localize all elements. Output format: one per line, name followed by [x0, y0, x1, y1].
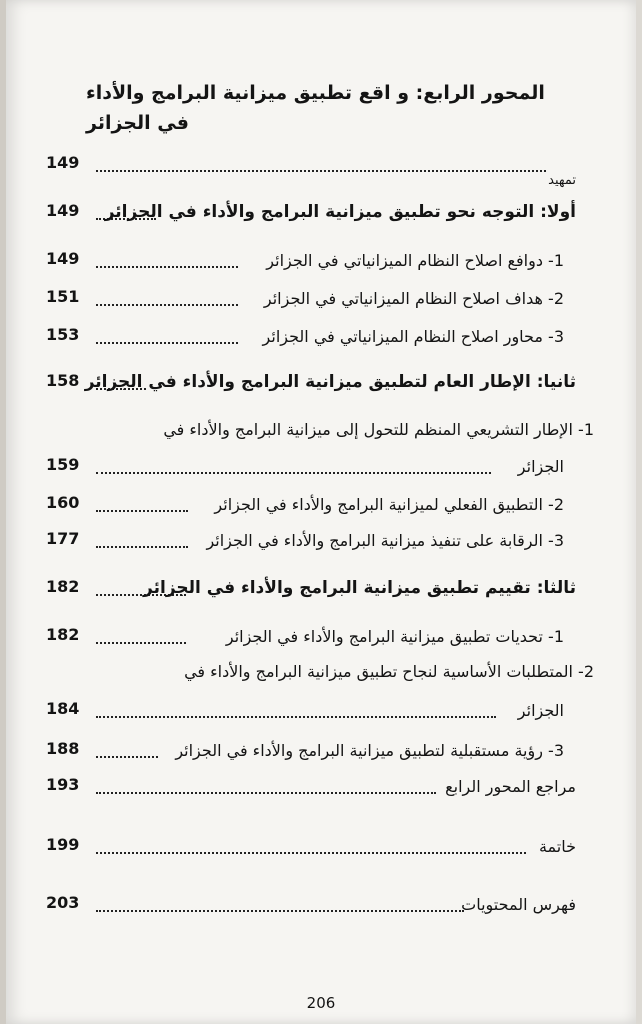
toc-entry-label: 3- رؤية مستقبلية لتطبيق ميزانية البرامج والأداء في الجزائر: [175, 741, 564, 760]
toc-leader-dots: [96, 304, 238, 306]
toc-entry-1-2[interactable]: [36, 282, 576, 312]
toc-entry-section-1[interactable]: [36, 196, 576, 226]
toc-page-number: 177: [46, 529, 80, 548]
toc-entry-label: 1- دوافع اصلاح النظام الميزانياتي في الجزائر: [266, 251, 564, 270]
toc-page-number: 149: [46, 201, 80, 220]
toc-entry-label: ثالثا: تقييم تطبيق ميزانية البرامج والأداء في الجزائر: [143, 578, 576, 598]
toc-page-number: 160: [46, 493, 80, 512]
section-heading-text: المحور الرابع: و اقع تطبيق ميزانية البرامج والأداء في الجزائر: [86, 82, 545, 134]
toc-entry-label: 2- التطبيق الفعلي لميزانية البرامج والأداء في الجزائر: [214, 495, 564, 514]
toc-page-number: 182: [46, 577, 80, 596]
toc-page-number: 159: [46, 455, 80, 474]
toc-entry-label: أولا: التوجه نحو تطبيق ميزانية البرامج والأداء في الجزائر: [104, 202, 576, 222]
toc-entry-3-3[interactable]: [36, 734, 576, 764]
toc-leader-dots: [96, 642, 186, 644]
toc-page-number: 182: [46, 625, 80, 644]
page-edge-right: [636, 0, 642, 1024]
toc-page-number: 203: [46, 893, 80, 912]
toc-leader-dots: [96, 716, 496, 718]
toc-page-number: 193: [46, 775, 80, 794]
toc-entry-3-2-line1: 2- المتطلبات الأساسية لنجاح تطبيق ميزانية البرامج والأداء في: [184, 662, 594, 681]
toc-entry-3-1[interactable]: [36, 620, 576, 650]
toc-leader-dots: [96, 170, 546, 172]
toc-page-number: 184: [46, 699, 80, 718]
toc-page-number: 149: [46, 249, 80, 268]
toc-entry-2-2[interactable]: [36, 488, 576, 518]
toc-leader-dots: [96, 472, 491, 474]
page-number: 206: [306, 994, 336, 1012]
toc-page-number: 188: [46, 739, 80, 758]
toc-page-number: 158: [46, 371, 80, 390]
toc-entry-2-1[interactable]: [36, 450, 576, 480]
toc-page-number: 151: [46, 287, 80, 306]
toc-entry-label: الجزائر: [517, 457, 564, 476]
toc-entry-references[interactable]: [36, 770, 576, 800]
toc-entry-1-1[interactable]: [36, 244, 576, 274]
toc-entry-label: 2- هداف اصلاح النظام الميزانياتي في الجزائر: [263, 289, 564, 308]
toc-entry-label: خاتمة: [538, 837, 576, 856]
toc-entry-1-3[interactable]: [36, 320, 576, 350]
toc-entry-label: 3- الرقابة على تنفيذ ميزانية البرامج والأداء في الجزائر: [206, 531, 564, 550]
toc-entry-2-3[interactable]: [36, 524, 576, 554]
toc-entry-label: فهرس المحتويات: [461, 895, 576, 914]
toc-entry-label: 1- تحديات تطبيق ميزانية البرامج والأداء في الجزائر: [225, 627, 564, 646]
toc-page-number: 153: [46, 325, 80, 344]
toc-page-number: 199: [46, 835, 80, 854]
toc-entry-intro[interactable]: [36, 148, 576, 188]
book-page: [6, 0, 636, 1024]
toc-page-number: 149: [46, 153, 80, 172]
toc-entry-contents-index[interactable]: [36, 888, 576, 918]
section-heading: [86, 78, 566, 138]
toc-entry-section-3[interactable]: [36, 572, 576, 602]
toc-entry-label: مراجع المحور الرابع: [445, 777, 576, 796]
toc-entry-label: تمهيد: [548, 173, 576, 188]
toc-entry-3-2[interactable]: [36, 694, 576, 724]
toc-leader-dots: [96, 792, 436, 794]
toc-entry-2-1-line1: 1- الإطار التشريعي المنظم للتحول إلى ميزانية البرامج والأداء في: [163, 420, 594, 439]
toc-leader-dots: [96, 910, 464, 912]
toc-entry-label: ثانيا: الإطار العام لتطبيق ميزانية البرامج والأداء في الجزائر: [84, 372, 576, 392]
toc-entry-label: الجزائر: [517, 701, 564, 720]
toc-leader-dots: [96, 266, 238, 268]
toc-leader-dots: [96, 510, 188, 512]
toc-leader-dots: [96, 756, 158, 758]
toc-leader-dots: [96, 546, 188, 548]
toc-leader-dots: [96, 852, 526, 854]
toc-leader-dots: [96, 342, 238, 344]
toc-entry-label: 3- محاور اصلاح النظام الميزانياتي في الجزائر: [262, 327, 564, 346]
toc-entry-conclusion[interactable]: [36, 830, 576, 860]
toc-entry-section-2[interactable]: [36, 366, 576, 396]
